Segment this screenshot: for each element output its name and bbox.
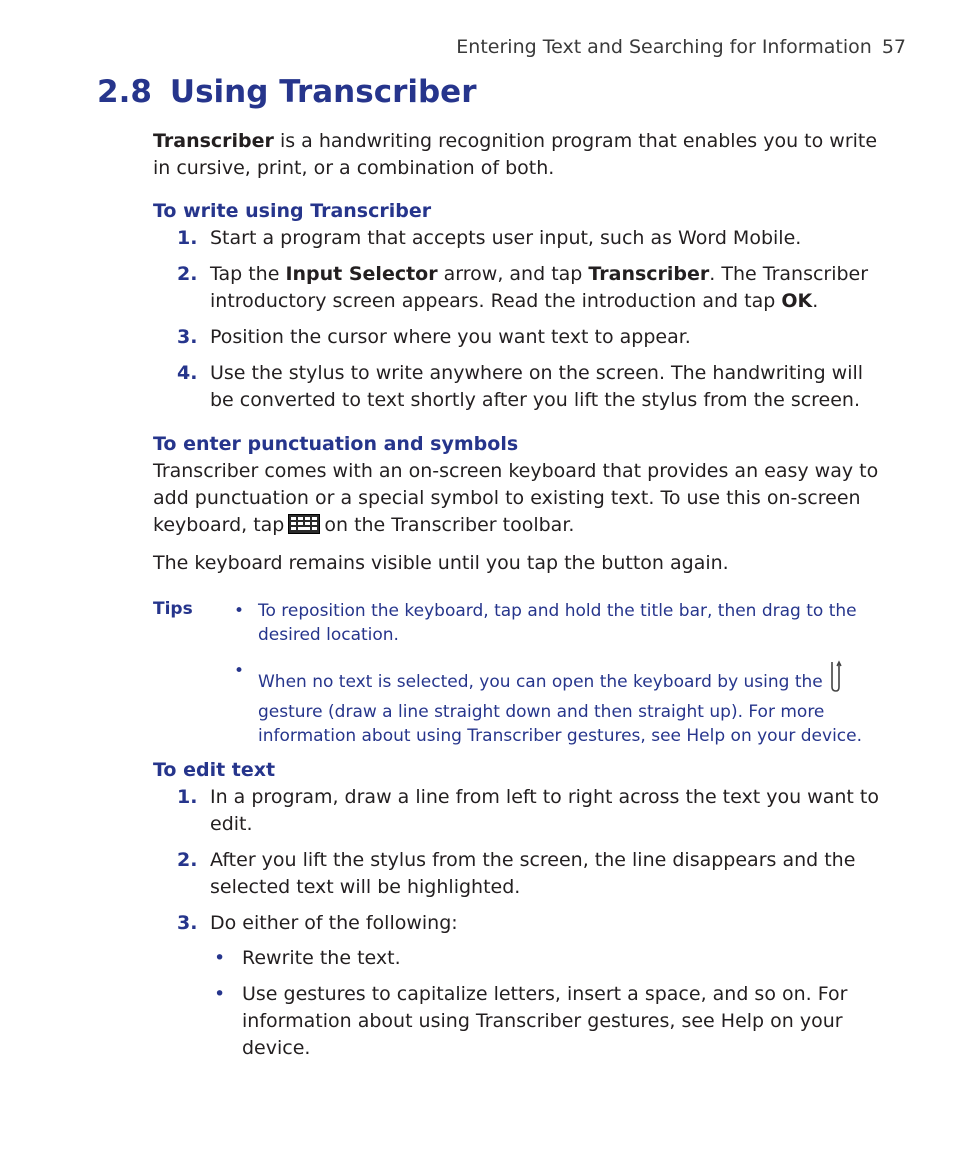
- write-heading: To write using Transcriber: [153, 200, 432, 222]
- intro-text: is a handwriting recognition program that enables you to write in cursive, print, or a combination of both.: [153, 130, 878, 179]
- tips-label: Tips: [153, 599, 193, 619]
- list-item: [234, 659, 883, 748]
- step-bold: Input Selector: [285, 263, 438, 285]
- page-content: [153, 128, 883, 1062]
- step-number: 3.: [177, 326, 198, 348]
- step-number: 2.: [177, 849, 198, 871]
- edit-heading: To edit text: [153, 759, 276, 781]
- list-item: [234, 599, 883, 647]
- running-title: Entering Text and Searching for Information: [456, 36, 872, 58]
- step-text: Tap the: [210, 263, 286, 285]
- punct-paragraph: [153, 458, 883, 542]
- punct-heading: To enter punctuation and symbols: [153, 433, 519, 455]
- step-text: In a program, draw a line from left to right across the text you want to edit.: [210, 786, 879, 835]
- step-text: Use the stylus to write anywhere on the screen. The handwriting will be converted to text shortly after you lift the stylus from the screen.: [210, 362, 864, 411]
- bullet: •: [234, 661, 245, 681]
- section-title-text: Using Transcriber: [169, 74, 477, 110]
- step-text: Position the cursor where you want text to appear.: [210, 326, 691, 348]
- step-number: 2.: [177, 263, 198, 285]
- punct-text: on the Transcriber toolbar.: [324, 514, 575, 536]
- write-steps: [153, 225, 883, 414]
- punct-text: Transcriber comes with an on-screen keyboard that provides an easy way to add punctuation or a special symbol to existing text. To use this on-screen keyboard, tap: [153, 460, 879, 536]
- list-item: [153, 360, 883, 414]
- step-text: Start a program that accepts user input, such as Word Mobile.: [210, 227, 802, 249]
- tips-box: [153, 599, 883, 748]
- list-item: [153, 225, 883, 252]
- edit-bullets: [153, 945, 883, 1062]
- tip-text: To reposition the keyboard, tap and hold the title bar, then drag to the desired location.: [258, 601, 857, 645]
- edit-steps: [153, 784, 883, 937]
- step-number: 1.: [177, 227, 198, 249]
- step-bold: OK: [781, 290, 813, 312]
- section-number: 2.8: [97, 74, 152, 110]
- list-item: [153, 324, 883, 351]
- bullet-text: Rewrite the text.: [242, 947, 401, 969]
- step-number: 3.: [177, 912, 198, 934]
- bullet: •: [234, 601, 245, 621]
- step-text: . The Transcriber introductory screen appears. Read the introduction and tap: [210, 263, 869, 312]
- list-item: [214, 981, 883, 1062]
- section-title: [97, 74, 477, 110]
- list-item: [214, 945, 883, 972]
- page-number: 57: [881, 36, 906, 58]
- tip-text: gesture (draw a line straight down and then straight up). For more information about using Transcriber gestures, see Help on your device.: [258, 702, 862, 746]
- bullet: •: [214, 947, 226, 969]
- running-header: [456, 36, 906, 58]
- punct-paragraph-2: The keyboard remains visible until you tap the button again.: [153, 552, 729, 574]
- intro-paragraph: [153, 128, 883, 182]
- step-bold: Transcriber: [588, 263, 710, 285]
- step-text: .: [812, 290, 819, 312]
- bullet: •: [214, 983, 226, 1005]
- down-up-gesture-icon: [827, 659, 845, 700]
- step-number: 4.: [177, 362, 198, 384]
- tip-text: When no text is selected, you can open the keyboard by using the: [258, 672, 823, 692]
- list-item: [153, 261, 883, 315]
- list-item: [153, 847, 883, 901]
- step-text: After you lift the stylus from the screen, the line disappears and the selected text will be highlighted.: [210, 849, 856, 898]
- tips-list: [153, 599, 883, 748]
- intro-bold-term: Transcriber: [153, 130, 274, 152]
- bullet-text: Use gestures to capitalize letters, insert a space, and so on. For information about using Transcriber gestures, see Help on your device.: [242, 983, 848, 1059]
- step-text: Do either of the following:: [210, 912, 458, 934]
- step-number: 1.: [177, 786, 198, 808]
- keyboard-icon: [288, 514, 320, 542]
- step-text: arrow, and tap: [437, 263, 589, 285]
- list-item: [153, 784, 883, 838]
- list-item: [153, 910, 883, 937]
